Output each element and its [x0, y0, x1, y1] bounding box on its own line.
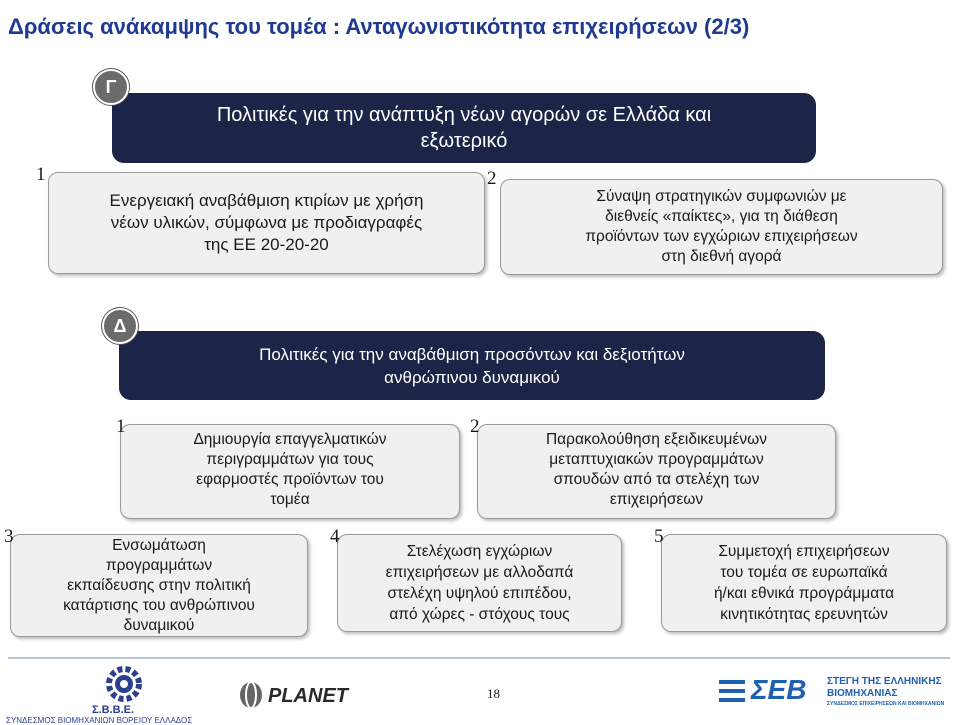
- item-line: νέων υλικών, σύμφωνα με προδιαγραφές: [110, 213, 423, 232]
- section-d-badge: Δ: [102, 308, 138, 344]
- item-line: Παρακολούθηση εξειδικευμένων: [545, 431, 768, 448]
- item-line: ή/και εθνικά προγράμματα: [713, 585, 895, 602]
- item-line: εφαρμοστές προϊόντων του: [196, 471, 384, 488]
- section-d-item-3-box: [10, 534, 308, 637]
- item-line: Σύναψη στρατηγικών συμφωνιών με: [596, 188, 847, 205]
- section-d-item-2-number: 2: [470, 416, 480, 437]
- section-d-item-4-number: 4: [330, 526, 340, 547]
- seb-tagline: [827, 676, 944, 708]
- item-line: επιχειρήσεων με αλλοδαπά: [385, 564, 574, 581]
- sbbe-full-name: ΣΥΝΔΕΣΜΟΣ ΒΙΟΜΗΧΑΝΙΩΝ ΒΟΡΕΙΟΥ ΕΛΛΑΔΟΣ: [6, 716, 193, 725]
- seb-stripes-icon: [717, 676, 747, 706]
- section-g-banner-line2: εξωτερικό: [420, 130, 508, 152]
- page-number: 18: [487, 686, 500, 701]
- gear-icon: [104, 664, 144, 704]
- item-line: σπουδών από τα στελέχη των: [553, 471, 760, 488]
- section-g-item-1-box: [48, 172, 485, 274]
- item-line: του τομέα σε ευρωπαϊκά: [720, 564, 888, 581]
- item-line: στη διεθνή αγορά: [661, 248, 782, 265]
- section-g-item-2-number: 2: [487, 168, 497, 189]
- item-line: από χώρες - στόχους τους: [389, 606, 570, 623]
- section-d-banner-line1: Πολιτικές για την αναβάθμιση προσόντων και δεξιοτήτων: [259, 344, 685, 364]
- seb-logo: [717, 670, 955, 720]
- planet-wordmark: PLANET: [268, 685, 348, 707]
- seb-tagline-line2: ΒΙΟΜΗΧΑΝΙΑΣ: [827, 688, 898, 699]
- section-d-item-4-box: [337, 534, 622, 632]
- item-line: περιγραμμάτων για τους: [206, 451, 374, 468]
- section-d-item-2-box: [477, 424, 836, 519]
- footer-divider: [8, 657, 950, 659]
- planet-logo: [236, 680, 361, 712]
- sbbe-logo: [4, 664, 244, 725]
- item-line: Ενεργειακή αναβάθμιση κτιρίων με χρήση: [109, 191, 424, 210]
- slide-title: Δράσεις ανάκαμψης του τομέα : Ανταγωνιστικότητα επιχειρήσεων (2/3): [8, 14, 750, 39]
- item-line: στελέχη υψηλού επιπέδου,: [387, 585, 572, 602]
- section-d-item-5-number: 5: [654, 526, 664, 547]
- seb-wordmark: ΣΕΒ: [751, 674, 807, 705]
- item-line: κινητικότητας ερευνητών: [720, 606, 888, 623]
- item-line: επιχειρήσεων: [609, 491, 704, 508]
- seb-tagline-line3: ΣΥΝΔΕΣΜΟΣ ΕΠΙΧΕΙΡΗΣΕΩΝ ΚΑΙ ΒΙΟΜΗΧΑΝΙΩΝ: [827, 701, 945, 707]
- section-g-item-1-number: 1: [36, 164, 46, 185]
- planet-icon: [236, 680, 266, 710]
- sbbe-abbr: Σ.Β.Β.Ε.: [92, 704, 135, 716]
- item-line: διεθνείς «παίκτες», για τη διάθεση: [605, 208, 838, 225]
- item-line: Δημιουργία επαγγελματικών: [193, 431, 387, 448]
- item-line: προγραμμάτων: [105, 556, 213, 574]
- item-line: προϊόντων των εγχώριων επιχειρήσεων: [585, 228, 858, 245]
- section-d-banner-line2: ανθρώπινου δυναμικού: [384, 367, 560, 387]
- item-line: τομέα: [270, 491, 310, 508]
- item-line: εκπαίδευσης στην πολιτική: [67, 576, 251, 594]
- section-d-item-1-box: [120, 424, 460, 519]
- item-line: δυναμικού: [123, 616, 195, 634]
- section-d-item-3-number: 3: [4, 526, 14, 547]
- section-d-banner: [119, 331, 825, 400]
- item-line: κατάρτισης του ανθρώπινου: [63, 596, 255, 614]
- section-d-item-5-box: [661, 534, 947, 632]
- item-line: της ΕΕ 20-20-20: [204, 235, 329, 254]
- item-line: μεταπτυχιακών προγραμμάτων: [549, 451, 764, 468]
- seb-tagline-line1: ΣΤΕΓΗ ΤΗΣ ΕΛΛΗΝΙΚΗΣ: [827, 676, 942, 687]
- item-line: Συμμετοχή επιχειρήσεων: [718, 543, 890, 560]
- item-line: Στελέχωση εγχώριων: [406, 543, 553, 560]
- section-g-banner: [112, 93, 816, 163]
- section-g-banner-line1: Πολιτικές για την ανάπτυξη νέων αγορών σε Ελλάδα και: [216, 104, 712, 126]
- section-g-badge: Γ: [93, 69, 129, 105]
- section-g-item-2-box: [500, 179, 943, 275]
- item-line: Ενσωμάτωση: [112, 536, 206, 554]
- section-d-item-1-number: 1: [116, 416, 126, 437]
